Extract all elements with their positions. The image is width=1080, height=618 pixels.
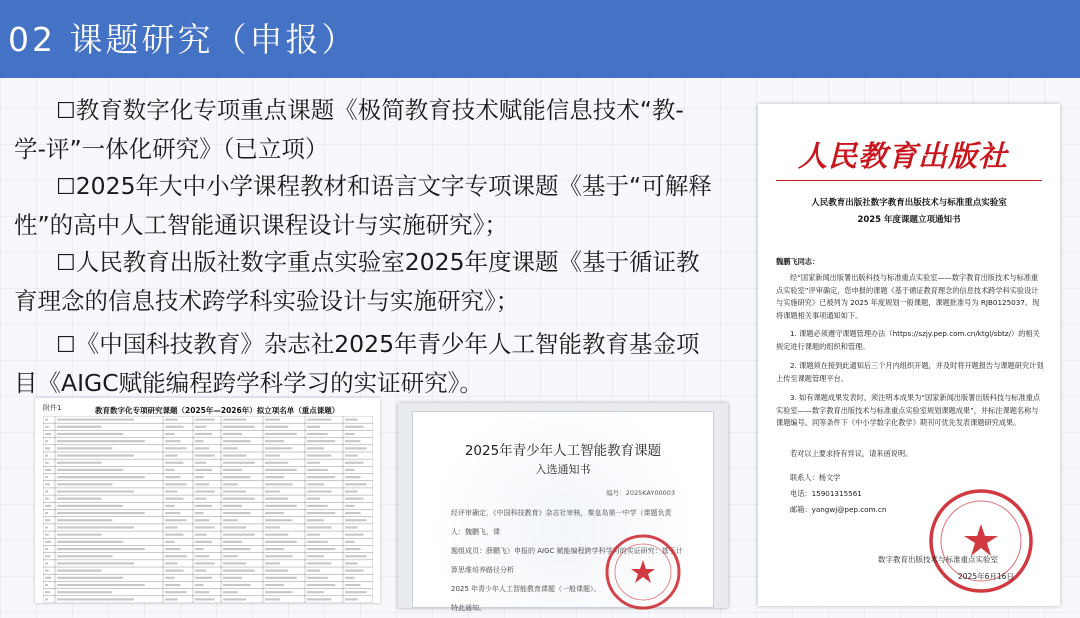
table-cell-text — [345, 591, 367, 593]
notice-subheading: 2025 年度课题立项通知书 — [857, 215, 961, 225]
table-cell-text — [57, 570, 102, 572]
table-cell-text — [165, 584, 181, 586]
document-title: 教育数字化专项研究课题（2025年—2026年）拟立项名单（重点课题） — [95, 406, 340, 415]
table-cell-text — [45, 483, 50, 485]
table-cell-text — [345, 562, 358, 564]
table-cell-text — [265, 462, 288, 464]
table-cell-text — [195, 419, 215, 421]
page-title: 02 课题研究（申报） — [8, 20, 358, 59]
table-cell-text — [57, 555, 112, 557]
table-cell-text — [57, 584, 145, 586]
table-cell-text — [195, 462, 206, 464]
checkbox-icon: ☐ — [56, 99, 76, 124]
table-cell-text — [345, 469, 355, 471]
notice-closing: 若对以上要求持有异议，请来函说明。 — [790, 449, 913, 458]
table-cell-text — [165, 426, 184, 428]
table-cell-text — [307, 433, 328, 435]
table-cell-text — [223, 541, 242, 543]
table-cell-text — [57, 548, 145, 550]
table-cell-text — [345, 462, 364, 464]
table-cell-text — [45, 555, 50, 557]
table-cell-text — [345, 598, 358, 600]
project-item — [14, 244, 714, 320]
table-cell-text — [165, 598, 178, 600]
table-cell-text — [45, 505, 51, 507]
table-cell-text — [45, 570, 49, 572]
table-cell-text — [165, 570, 184, 572]
table-cell-text — [57, 490, 134, 492]
certificate-line: 题组成员：薛鹏飞）申报的 AIGC 赋能编程跨学科学习的实证研究：基于计算思维培养路径分析 — [451, 547, 683, 574]
table-cell-text — [223, 490, 246, 492]
table-cell-text — [307, 490, 332, 492]
table-cell-text — [45, 447, 50, 449]
table-cell-text — [345, 505, 355, 507]
table-cell-text — [57, 526, 134, 528]
table-cell-text — [57, 519, 112, 521]
table-cell-text — [265, 419, 280, 421]
table-cell-text — [223, 483, 238, 485]
table-cell-text — [223, 548, 251, 550]
table-cell-text — [165, 440, 181, 442]
contact-person: 联系人：杨文学 — [790, 473, 841, 482]
table-cell-text — [45, 462, 49, 464]
table-cell-text — [265, 426, 288, 428]
table-cell-text — [165, 548, 181, 550]
table-cell-text — [265, 548, 284, 550]
table-cell-text — [345, 440, 361, 442]
table-cell-text — [223, 584, 251, 586]
table-cell-text — [195, 476, 204, 478]
table-cell-text — [223, 476, 251, 478]
table-cell-text — [45, 577, 51, 579]
table-cell-text — [57, 505, 123, 507]
table-cell-text — [345, 483, 367, 485]
attachment-label: 附件1 — [43, 404, 62, 412]
table-cell-text — [345, 526, 358, 528]
table-cell-text — [265, 469, 297, 471]
table-cell-text — [265, 483, 293, 485]
table-cell-text — [307, 454, 332, 456]
publisher-logo: 人民教育出版社 — [798, 139, 1009, 173]
table-cell-text — [345, 555, 367, 557]
table-cell-text — [345, 570, 364, 572]
table-cell-text — [265, 447, 293, 449]
table-cell-text — [223, 562, 246, 564]
table-cell-text — [195, 426, 206, 428]
certificate-subtitle: 入选通知书 — [535, 463, 591, 476]
table-cell-text — [45, 591, 50, 593]
table-cell-text — [195, 555, 209, 557]
table-cell-text — [345, 548, 361, 550]
table-cell-text — [265, 598, 280, 600]
certificate-line: 特此通知。 — [451, 604, 486, 612]
table-cell-text — [265, 577, 297, 579]
contact-phone: 电话：15901315561 — [790, 489, 862, 498]
project-list — [14, 92, 714, 402]
table-cell-text — [223, 440, 251, 442]
table-cell-text — [345, 447, 367, 449]
approval-notice-document — [758, 104, 1060, 606]
table-cell-text — [223, 419, 246, 421]
certificate-title: 2025年青少年人工智能教育课题 — [464, 443, 662, 459]
table-cell-text — [165, 454, 178, 456]
table-cell-text — [265, 570, 288, 572]
table-cell-text — [307, 505, 328, 507]
table-cell-text — [45, 498, 49, 500]
table-cell-text — [57, 483, 112, 485]
table-cell-text — [307, 447, 324, 449]
table-cell-text — [165, 534, 184, 536]
table-cell-text — [57, 462, 102, 464]
notice-item: 2. 课题须在接到此通知后三个月内组织开题，并及时将开题报告与课题研究计划上传至课题管理平台。 — [776, 361, 1044, 383]
table-cell-text — [57, 562, 134, 564]
table-cell-text — [307, 591, 324, 593]
table-cell-text — [57, 419, 134, 421]
table-cell-text — [165, 483, 187, 485]
table-cell-text — [307, 519, 324, 521]
table-cell-text — [223, 577, 242, 579]
table-cell-text — [195, 598, 215, 600]
project-text: 人民教育出版社数字重点实验室2025年度课题《基于循证教育理念的信息技术跨学科实验设计与实施研究》； — [14, 248, 700, 315]
table-cell-text — [45, 534, 49, 536]
project-item — [14, 326, 714, 402]
table-cell-text — [265, 584, 284, 586]
table-cell-text — [45, 426, 49, 428]
table-cell-text — [265, 433, 297, 435]
table-cell-text — [345, 534, 364, 536]
table-cell-text — [223, 519, 238, 521]
table-cell-text — [345, 498, 364, 500]
table-cell-text — [345, 454, 358, 456]
table-cell-text — [195, 505, 212, 507]
table-cell-text — [223, 570, 255, 572]
table-cell-text — [45, 526, 48, 528]
table-cell-text — [307, 419, 332, 421]
table-cell-text — [195, 454, 215, 456]
table-cell-text — [223, 591, 238, 593]
checkbox-icon: ☐ — [56, 175, 76, 200]
table-cell-text — [265, 519, 293, 521]
project-text: 教育数字化专项重点课题《极简教育技术赋能信息技术“教-学-评”一体化研究》（已立项） — [14, 96, 684, 163]
table-cell-text — [57, 598, 134, 600]
table-cell-text — [57, 433, 123, 435]
table-cell-text — [45, 476, 48, 478]
table-cell-text — [195, 541, 212, 543]
table-cell-text — [265, 562, 280, 564]
table-cell-text — [223, 526, 246, 528]
notice-issuer: 数字教育出版技术与标准重点实验室 — [878, 555, 998, 564]
project-text: 2025年大中小学课程教材和语言文字专项课题《基于“可解释性”的高中人工智能通识课程设计与实施研究》； — [14, 172, 712, 239]
table-cell-text — [345, 426, 364, 428]
certificate-paper — [412, 411, 714, 612]
table-cell-text — [265, 454, 280, 456]
table-cell-text — [195, 577, 212, 579]
table-cell-text — [45, 598, 48, 600]
approval-list-document — [35, 398, 380, 603]
table-cell-text — [345, 512, 361, 514]
table-cell-text — [265, 498, 288, 500]
table-cell-text — [195, 469, 212, 471]
selection-certificate — [398, 403, 728, 612]
table-cell-text — [57, 469, 123, 471]
table-cell-text — [45, 419, 48, 421]
table-cell-text — [57, 534, 102, 536]
table-cell-text — [45, 584, 48, 586]
table-cell-text — [265, 526, 280, 528]
table-cell-text — [265, 534, 288, 536]
table-cell-text — [195, 526, 215, 528]
table-cell-text — [223, 433, 242, 435]
table-cell-text — [57, 476, 145, 478]
table-cell-text — [45, 454, 48, 456]
table-cell-text — [307, 562, 332, 564]
table-cell-text — [307, 469, 328, 471]
table-cell-text — [195, 490, 215, 492]
certificate-line: 经评审确定，《中国科技教育》杂志社审核，秦皇岛第一中学（课题负责人：魏鹏飞，课 — [451, 509, 672, 536]
table-cell-text — [307, 548, 335, 550]
table-cell-text — [195, 570, 206, 572]
table-cell-text — [165, 469, 175, 471]
table-cell-text — [345, 541, 355, 543]
table-cell-text — [57, 454, 134, 456]
project-text: 《中国科技教育》杂志社2025年青少年人工智能教育基金项目《AIGC赋能编程跨学科学习的实证研究》。 — [14, 330, 700, 397]
table-cell-text — [223, 469, 242, 471]
table-cell-text — [265, 591, 293, 593]
table-cell-text — [307, 570, 320, 572]
table-cell-text — [45, 548, 48, 550]
table-cell-text — [307, 462, 320, 464]
table-cell-text — [165, 512, 181, 514]
table-cell-text — [265, 541, 297, 543]
table-cell-text — [165, 433, 175, 435]
table-cell-text — [223, 462, 255, 464]
table-cell-text — [223, 555, 238, 557]
table-cell-text — [307, 476, 335, 478]
project-item — [14, 92, 714, 168]
table-cell-text — [195, 591, 209, 593]
table-cell-text — [165, 505, 175, 507]
table-cell-text — [345, 519, 367, 521]
project-item — [14, 168, 714, 244]
table-cell-text — [45, 512, 48, 514]
table-cell-text — [45, 440, 48, 442]
table-cell-text — [265, 476, 284, 478]
table-cell-text — [223, 505, 242, 507]
table-cell-text — [307, 512, 335, 514]
table-cell-text — [265, 512, 284, 514]
table-cell-text — [307, 584, 335, 586]
table-cell-text — [307, 426, 320, 428]
table-cell-text — [165, 490, 178, 492]
checkbox-icon: ☐ — [56, 251, 76, 276]
notice-item: 3. 如有课题成果发表时，须注明本成果为“国家新闻出版署出版科技与标准重点实验室——数字教育出版技术与标准重点实验室规划课题成果”，并标注课题名称与课题编号。同等条件下《中小学数字化教学》期刊可优先发表课题研究成果。 — [776, 393, 1041, 427]
table-cell-text — [195, 519, 209, 521]
table-cell-text — [307, 598, 332, 600]
table-cell-text — [165, 519, 187, 521]
table-cell-text — [45, 562, 48, 564]
table-cell-text — [57, 512, 145, 514]
certificate-line: 2025 年青少年人工智能教育课题（一般课题）。 — [451, 585, 601, 593]
table-cell-text — [223, 454, 246, 456]
table-cell-text — [195, 534, 206, 536]
table-cell-text — [345, 476, 361, 478]
table-cell-text — [45, 541, 51, 543]
table-cell-text — [165, 562, 178, 564]
table-cell-text — [265, 440, 284, 442]
table-cell-text — [57, 498, 102, 500]
table-cell-text — [265, 505, 297, 507]
table-cell-text — [223, 598, 246, 600]
table-cell-text — [45, 469, 51, 471]
table-cell-text — [165, 555, 187, 557]
table-cell-text — [195, 433, 212, 435]
table-cell-text — [345, 433, 355, 435]
table-cell-text — [307, 483, 324, 485]
table-cell-text — [223, 426, 255, 428]
table-cell-text — [165, 577, 175, 579]
notice-paragraph: 经“国家新闻出版署出版科技与标准重点实验室——数字教育出版技术与标准重点实验室”评审确定，您申报的课题《基于循证教育理念的信息技术跨学科实验设计与实施研究》已被列为 2025 年度规划一般课题，课题批准号为 RJB0125037。现将课题相关事项通知如下。 — [776, 273, 1040, 320]
table-cell-text — [165, 447, 187, 449]
table-cell-text — [345, 490, 358, 492]
table-cell-text — [265, 555, 293, 557]
checkbox-icon: ☐ — [56, 333, 76, 358]
approval-table — [43, 416, 373, 603]
table-cell-text — [223, 512, 251, 514]
table-cell-text — [165, 462, 184, 464]
table-cell-text — [195, 483, 209, 485]
table-cell-text — [57, 447, 112, 449]
table-cell-text — [165, 526, 178, 528]
notice-greeting: 魏鹏飞同志： — [776, 257, 820, 266]
table-cell-text — [307, 498, 320, 500]
title-bar — [0, 0, 1080, 78]
table-cell-text — [223, 498, 255, 500]
table-cell-text — [45, 490, 48, 492]
table-cell-text — [195, 584, 204, 586]
red-divider — [776, 180, 1042, 181]
notice-heading: 人民教育出版社数字教育出版技术与标准重点实验室 — [811, 198, 1007, 208]
red-seal-icon — [603, 532, 683, 612]
table-cell-text — [345, 419, 358, 421]
table-cell-text — [307, 555, 324, 557]
table-cell-text — [195, 512, 204, 514]
contact-email: 邮箱：yangwj@pep.com.cn — [790, 505, 887, 514]
table-cell-text — [57, 440, 145, 442]
table-cell-text — [307, 534, 320, 536]
table-cell-text — [45, 433, 51, 435]
table-cell-text — [45, 519, 50, 521]
table-cell-text — [57, 591, 112, 593]
table-cell-text — [307, 541, 328, 543]
table-cell-text — [165, 591, 187, 593]
notice-item: 1. 课题必须遵守课题管理办法（https://szjy.pep.com.cn/ktgl/sbtz/）的相关规定进行课题的组织和管理。 — [776, 329, 1040, 351]
table-cell-text — [307, 577, 328, 579]
table-cell-text — [165, 541, 175, 543]
table-cell-text — [195, 562, 215, 564]
table-cell-text — [165, 476, 181, 478]
table-cell-text — [195, 498, 206, 500]
table-cell-text — [195, 548, 204, 550]
table-cell-text — [57, 541, 123, 543]
table-cell-text — [345, 577, 355, 579]
notice-date: 2025年6月16日 — [958, 572, 1014, 581]
table-cell-text — [165, 419, 178, 421]
table-cell-text — [345, 584, 361, 586]
table-cell-text — [195, 440, 204, 442]
table-cell-text — [265, 490, 280, 492]
table-cell-text — [165, 498, 184, 500]
table-cell-text — [223, 447, 238, 449]
table-cell-text — [57, 426, 102, 428]
table-cell-text — [307, 526, 332, 528]
table-cell-text — [307, 440, 335, 442]
table-cell-text — [223, 534, 255, 536]
table-cell-text — [195, 447, 209, 449]
table-cell-text — [57, 577, 123, 579]
certificate-number: 编号：2025KAY00003 — [606, 489, 675, 497]
